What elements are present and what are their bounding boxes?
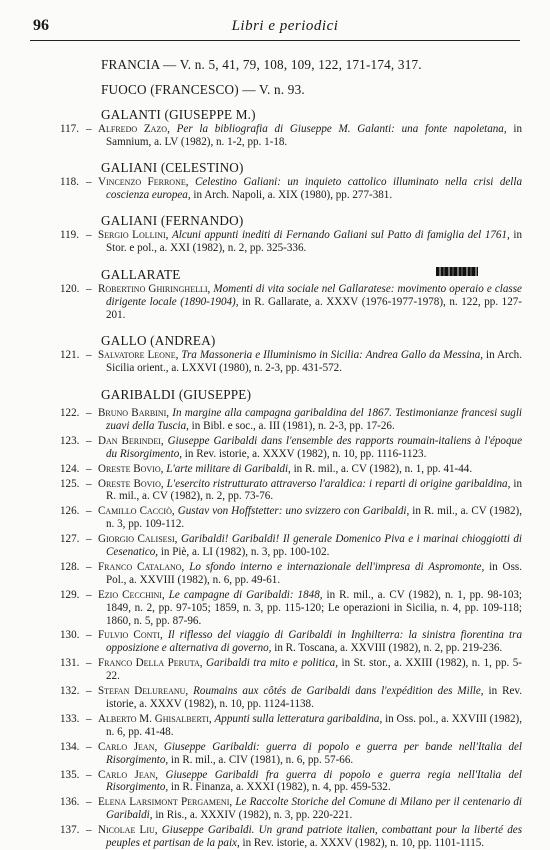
entry-author: Sergio Lollini, <box>98 228 169 241</box>
entry-citation: in St. stor., a. XXIII (1982), n. 1, pp. 5-22. <box>106 657 522 683</box>
entry-title: L'esercito ristrutturato attraverso l'araldica: i reparti di origine garibaldina, <box>166 477 511 490</box>
bibliography-entry <box>0 629 550 655</box>
entry-title: Giuseppe Garibaldi: guerra di popolo e guerra per bande nell'Italia del Risorgimento, <box>106 740 522 766</box>
section-heading <box>101 81 550 98</box>
entry-author: Camillo Cacciò, <box>98 505 175 518</box>
bibliography-entry <box>0 533 550 559</box>
entry-title: Garibaldi! Garibaldi! Il generale Domenico Piva e i marinai chioggiotti di Cesenatico, <box>106 533 523 559</box>
bibliography-entry <box>0 478 550 504</box>
entry-citation: in Bibl. e soc., a. III (1981), n. 2-3, pp. 17-26. <box>188 419 395 432</box>
bibliography-entry <box>0 123 550 149</box>
entry-citation: in Rev. istorie, a. XXXV (1982), n. 10, pp. 1101-1115. <box>239 837 485 850</box>
entry-author: Dan Berindei, <box>98 434 164 447</box>
entry-author: Oreste Bovio, <box>98 477 164 490</box>
entry-dash: – <box>86 685 92 698</box>
section-heading <box>101 106 550 123</box>
entry-author: Robertino Ghiringhelli, <box>98 283 211 296</box>
entry-title: Lo sfondo interno e internazionale dell'impresa di Aspromonte, <box>189 560 485 573</box>
entry-citation: in Ris., a. XXXIV (1982), n. 3, pp. 220-221. <box>152 809 353 822</box>
entry-number: 136. <box>60 796 80 809</box>
entry-dash: – <box>86 560 92 573</box>
entry-title: Le Raccolte Storiche del Comune di Milano per il centenario di Garibaldi, <box>106 796 522 822</box>
entry-title: Tra Massoneria e Illuminismo in Sicilia: Andrea Gallo da Messina, <box>181 349 484 362</box>
entry-number: 130. <box>60 629 80 642</box>
bibliography-entry <box>0 685 550 711</box>
entry-number: 119. <box>60 228 80 241</box>
bibliography-list <box>0 56 550 850</box>
entry-author: Carlo Jean, <box>98 768 159 781</box>
entry-title: Giuseppe Garibaldi dans l'ensemble des rapports roumain-italiens à l'époque du Risorgimento, <box>106 434 522 460</box>
bibliography-entry <box>0 349 550 375</box>
entry-title: Le campagne di Garibaldi: 1848, <box>168 588 323 601</box>
entry-number: 133. <box>60 712 80 725</box>
entry-title: L'arte militare di Garibaldi, <box>166 462 291 475</box>
entry-number: 137. <box>60 824 80 837</box>
bibliography-entry <box>0 283 550 322</box>
bibliography-entry <box>0 769 550 795</box>
entry-citation: in Oss. pol., a. XXVIII (1982), n. 6, pp. 41-48. <box>106 712 523 738</box>
heading-text: GALIANI (CELESTINO) <box>101 159 244 175</box>
entry-author: Alfredo Zazo, <box>98 123 170 135</box>
entry-author: Alberto M. Ghisalberti, <box>98 712 212 725</box>
bibliography-entry <box>0 176 550 202</box>
entry-author: Oreste Bovio, <box>98 462 164 475</box>
entry-dash: – <box>86 406 92 419</box>
heading-text: GARIBALDI (GIUSEPPE) <box>101 386 252 402</box>
entry-title: Celestino Galiani: un inquieto cattolico illuminato nella crisi della coscienza europea, <box>106 175 522 201</box>
entry-citation: in R. Finanza, a. XXXI (1982), n. 4, pp. 459-532. <box>168 781 391 794</box>
entry-author: Stefan Delureanu, <box>98 685 189 698</box>
entry-author: Nicolae Liu, <box>98 824 158 837</box>
entry-title: In margine alla campagna garibaldina del 1867. Testimonianze francesi sugli zuavi della Tuscia, <box>106 406 523 432</box>
entry-citation: in Stor. e pol., a. XXI (1982), n. 2, pp. 325-336. <box>106 228 522 254</box>
entry-citation: in Piè, a. LI (1982), n. 3, pp. 100-102. <box>158 546 330 559</box>
entry-number: 131. <box>60 657 80 670</box>
entry-dash: – <box>86 533 92 546</box>
entry-title: Roumains aux côtés de Garibaldi dans l'expédition des Mille, <box>193 685 484 698</box>
entry-dash: – <box>86 712 92 725</box>
entry-number: 120. <box>60 283 80 296</box>
entry-dash: – <box>86 588 92 601</box>
entry-number: 122. <box>60 406 80 419</box>
entry-title: Giuseppe Garibaldi. Un grand patriote italien, combattant pour la liberté des peuples et partisan de la paix, <box>106 824 523 850</box>
entry-citation: in Arch. Napoli, a. XIX (1980), pp. 277-381. <box>190 188 393 201</box>
entry-number: 118. <box>60 175 80 188</box>
entry-title: Appunti sulla letteratura garibaldina, <box>214 712 383 725</box>
entry-number: 134. <box>60 740 80 753</box>
bibliography-entry <box>0 505 550 531</box>
section-heading <box>101 386 550 403</box>
entry-dash: – <box>86 768 92 781</box>
section-heading <box>101 332 550 349</box>
entry-citation: in Rev. istorie, a. XXXV (1982), n. 10, pp. 1116-1123. <box>182 447 427 460</box>
entry-dash: – <box>86 657 92 670</box>
entry-dash: – <box>86 434 92 447</box>
entry-title: Alcuni appunti inediti di Fernando Galiani sul Patto di famiglia del 1761, <box>171 228 510 241</box>
entry-author: Bruno Barbini, <box>98 406 170 419</box>
page-number: 96 <box>33 17 49 34</box>
entry-dash: – <box>86 824 92 837</box>
bibliography-entry <box>0 824 550 850</box>
entry-number: 117. <box>60 123 80 135</box>
section-heading <box>101 56 550 73</box>
entry-author: Elena Larsimont Pergameni, <box>98 796 233 809</box>
running-title: Libri e periodici <box>231 18 339 34</box>
section-heading <box>101 212 550 229</box>
bibliography-entry <box>0 713 550 739</box>
entry-dash: – <box>86 796 92 809</box>
entry-dash: – <box>86 629 92 642</box>
entry-author: Vincenzo Ferrone, <box>98 175 189 188</box>
entry-citation: in R. Toscana, a. XXVIII (1982), n. 2, pp. 219-236. <box>271 642 503 655</box>
entry-number: 127. <box>60 533 80 546</box>
bibliography-entry <box>0 561 550 587</box>
entry-dash: – <box>86 228 92 241</box>
entry-title: Il riflesso del viaggio di Garibaldi in Inghilterra: la sinistra fiorentina tra opposizione e alternativa di governo, <box>106 629 522 655</box>
entry-number: 129. <box>60 588 80 601</box>
entry-author: Ezio Cecchini, <box>98 588 165 601</box>
entry-citation: in R. mil., a. CV (1982), n. 1, pp. 41-44. <box>290 462 473 475</box>
entry-author: Salvatore Leone, <box>98 349 179 362</box>
entry-citation: in R. mil., a. CIV (1981), n. 6, pp. 57-66. <box>168 753 354 766</box>
entry-dash: – <box>86 283 92 296</box>
entry-dash: – <box>86 462 92 475</box>
entry-citation: in Arch. Sicilia orient., a. LXXVI (1980), n. 2-3, pp. 431-572. <box>106 349 522 375</box>
bibliography-entry <box>0 741 550 767</box>
entry-dash: – <box>86 477 92 490</box>
entry-title: Momenti di vita sociale nel Gallaratese: movimento operaio e classe dirigente locale (1890-1904), <box>106 283 522 309</box>
entry-title: Per la bibliografia di Giuseppe M. Galanti: una fonte napoletana, <box>176 123 507 135</box>
heading-text: GALLARATE <box>101 267 181 283</box>
entry-dash: – <box>86 505 92 518</box>
entry-title: Giuseppe Garibaldi fra guerra di popolo e guerra regia nell'Italia del Risorgimento, <box>106 768 522 794</box>
entry-citation: in R. mil., a. CV (1982), n. 1, pp. 98-103; 1849, n. 2, pp. 97-105; 1859, n. 3, pp. 115-120; Le operazioni in Sicilia, n. 4, pp. 109-118; 1860, n. 5, pp. 87-96. <box>106 588 522 627</box>
entry-number: 121. <box>60 349 80 362</box>
section-heading <box>101 266 550 283</box>
entry-citation: in Rev. istorie, a. XXXV (1982), n. 10, pp. 1124-1138. <box>106 685 522 710</box>
entry-number: 132. <box>60 685 80 698</box>
heading-text: FRANCIA — V. n. 5, 41, 79, 108, 109, 122, 171-174, 317. <box>101 57 422 72</box>
entry-citation: in R. mil., a. CV (1982), n. 2, pp. 73-76. <box>106 477 522 503</box>
entry-citation: in R. Gallarate, a. XXXV (1976-1977-1978), n. 122, pp. 127-201. <box>106 296 522 322</box>
entry-dash: – <box>86 349 92 362</box>
heading-text: GALLO (ANDREA) <box>101 333 216 349</box>
entry-number: 125. <box>60 477 80 490</box>
entry-author: Giorgio Calisesi, <box>98 533 178 546</box>
entry-dash: – <box>86 175 92 188</box>
entry-number: 124. <box>60 462 80 475</box>
entry-number: 128. <box>60 560 80 573</box>
entry-author: Fulvio Conti, <box>98 629 163 642</box>
bibliography-entry <box>0 435 550 461</box>
entry-number: 135. <box>60 768 80 781</box>
bibliography-entry <box>0 407 550 433</box>
entry-number: 126. <box>60 505 80 518</box>
heading-text: FUOCO (FRANCESCO) — V. n. 93. <box>101 82 305 97</box>
section-heading <box>101 159 550 176</box>
entry-number: 123. <box>60 434 80 447</box>
entry-citation: in R. mil., a. CV (1982), n. 3, pp. 109-112. <box>106 505 523 531</box>
entry-dash: – <box>86 740 92 753</box>
bibliography-entry <box>0 657 550 683</box>
ink-smudge <box>436 267 478 276</box>
entry-title: Garibaldi tra mito e politica, <box>206 657 339 670</box>
header-rule <box>30 40 520 41</box>
entry-citation: in Oss. Pol., a. XXVIII (1982), n. 6, pp. 49-61. <box>106 560 522 586</box>
entry-dash: – <box>86 123 92 135</box>
heading-text: GALANTI (GIUSEPPE M.) <box>101 107 256 122</box>
bibliography-entry <box>0 463 550 476</box>
entry-author: Franco Catalano, <box>98 560 185 573</box>
bibliography-entry <box>0 589 550 628</box>
bibliography-entry <box>0 229 550 255</box>
entry-title: Gustav von Hoffstetter: uno svizzero con Garibaldi, <box>177 505 410 518</box>
entry-citation: in Samnium, a. LV (1982), n. 1-2, pp. 1-18. <box>106 123 522 148</box>
heading-text: GALIANI (FERNANDO) <box>101 212 244 228</box>
entry-author: Franco Della Peruta, <box>98 657 203 670</box>
entry-author: Carlo Jean, <box>98 740 158 753</box>
bibliography-entry <box>0 796 550 822</box>
